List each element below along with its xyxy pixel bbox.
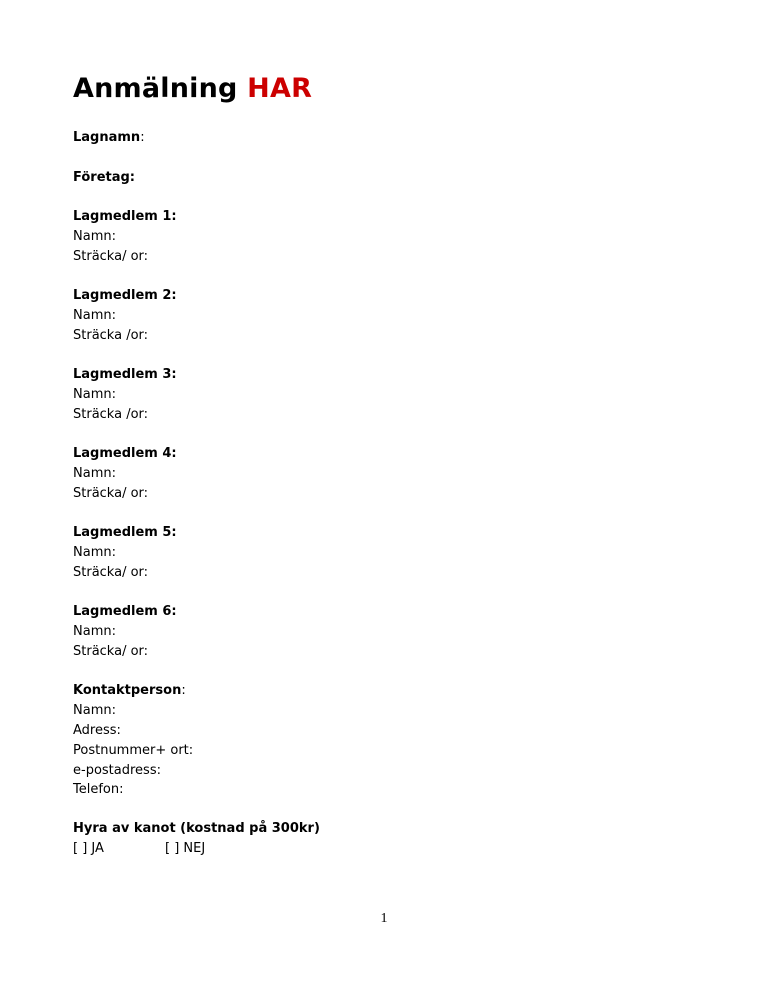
page-number: 1 bbox=[380, 911, 388, 926]
member-2-heading: Lagmedlem 2: bbox=[73, 288, 177, 303]
member-4-heading: Lagmedlem 4: bbox=[73, 446, 177, 461]
canoe-choices bbox=[73, 839, 205, 859]
contact-address-label: Adress: bbox=[73, 723, 121, 738]
team-name-label bbox=[73, 128, 145, 148]
member-5-leg-label: Sträcka/ or: bbox=[73, 565, 149, 580]
member-1-name-label: Namn: bbox=[73, 229, 116, 244]
contact-heading-colon: : bbox=[181, 683, 186, 698]
contact-name-label: Namn: bbox=[73, 703, 116, 718]
canoe-yes-option[interactable]: [ ] JA bbox=[73, 841, 104, 856]
contact-heading-text: Kontaktperson bbox=[73, 683, 182, 698]
contact-postal-label: Postnummer+ ort: bbox=[73, 743, 194, 758]
canoe-heading: Hyra av kanot (kostnad på 300kr) bbox=[73, 821, 320, 836]
contact-email-label: e-postadress: bbox=[73, 763, 161, 778]
canoe-no-option[interactable]: [ ] NEJ bbox=[165, 841, 206, 856]
contact-phone-label: Telefon: bbox=[73, 782, 124, 797]
title-accent: HAR bbox=[247, 73, 313, 104]
member-3-name-label: Namn: bbox=[73, 387, 116, 402]
team-name-colon: : bbox=[140, 130, 145, 145]
page-title bbox=[73, 70, 312, 108]
company-label: Företag: bbox=[73, 170, 136, 185]
contact-heading bbox=[73, 681, 186, 701]
member-5-heading: Lagmedlem 5: bbox=[73, 525, 177, 540]
member-6-heading: Lagmedlem 6: bbox=[73, 604, 177, 619]
member-4-leg-label: Sträcka/ or: bbox=[73, 486, 149, 501]
member-3-leg-label: Sträcka /or: bbox=[73, 407, 149, 422]
member-2-leg-label: Sträcka /or: bbox=[73, 328, 149, 343]
member-6-name-label: Namn: bbox=[73, 624, 116, 639]
member-4-name-label: Namn: bbox=[73, 466, 116, 481]
member-1-heading: Lagmedlem 1: bbox=[73, 209, 177, 224]
member-1-leg-label: Sträcka/ or: bbox=[73, 249, 149, 264]
member-5-name-label: Namn: bbox=[73, 545, 116, 560]
team-name-text: Lagnamn bbox=[73, 130, 141, 145]
member-6-leg-label: Sträcka/ or: bbox=[73, 644, 149, 659]
member-2-name-label: Namn: bbox=[73, 308, 116, 323]
member-3-heading: Lagmedlem 3: bbox=[73, 367, 177, 382]
title-main: Anmälning bbox=[73, 73, 238, 104]
